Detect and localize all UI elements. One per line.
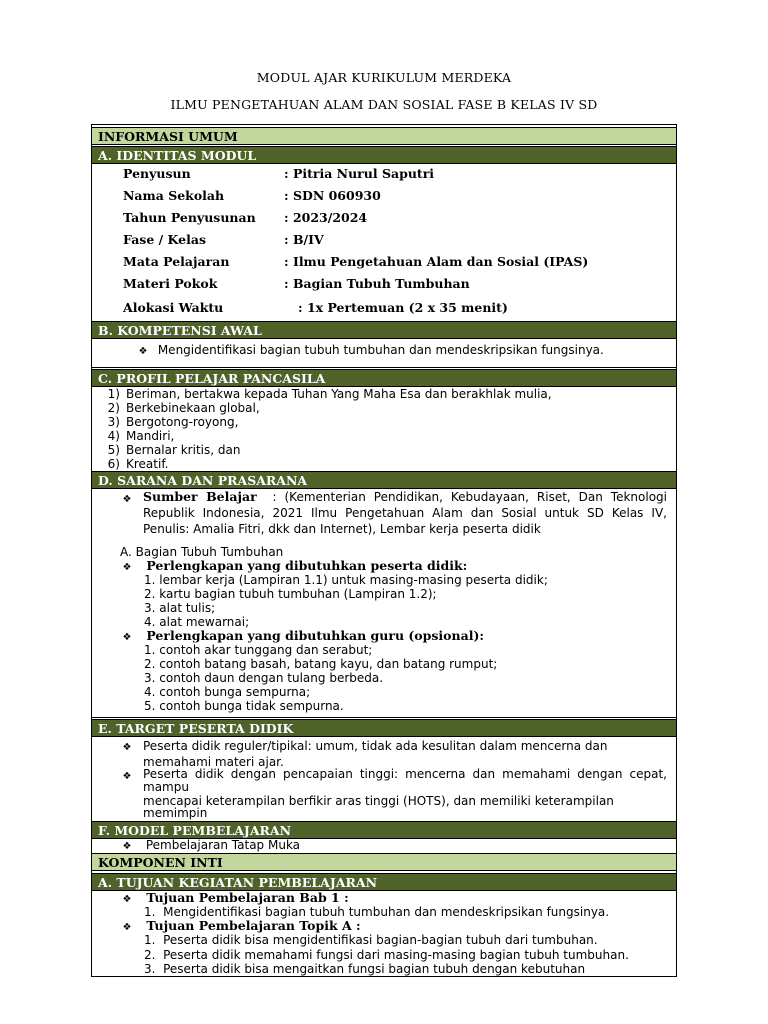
target-item: mencapai keterampilan berfikir aras tinggi (HOTS), dan memiliki keterampilan — [143, 794, 614, 808]
document-subtitle: ILMU PENGETAHUAN ALAM DAN SOSIAL FASE B KELAS IV SD — [170, 97, 598, 112]
diamond-bullet-icon: ❖ — [122, 494, 132, 505]
diamond-bullet-icon: ❖ — [122, 562, 132, 573]
list-item: 3. alat tulis; — [144, 601, 216, 615]
list-item: 1. contoh akar tunggang dan serabut; — [144, 643, 373, 657]
section-profil-pancasila: C. PROFIL PELAJAR PANCASILA — [92, 369, 676, 387]
list-item: 3. Peserta didik bisa mengaitkan fungsi bagian tubuh dengan kebutuhan — [144, 962, 586, 976]
list-item: 6) Kreatif. — [107, 457, 169, 471]
list-item: 1. lembar kerja (Lampiran 1.1) untuk masing-masing peserta didik; — [144, 573, 548, 587]
section-identitas-modul: A. IDENTITAS MODUL — [92, 146, 676, 164]
list-item: 1. Peserta didik bisa mengidentifikasi bagian-bagian tubuh dari tumbuhan. — [144, 933, 598, 947]
identitas-label: Nama Sekolah — [123, 188, 225, 203]
identitas-value: : 1x Pertemuan (2 x 35 menit) — [298, 300, 508, 315]
list-item: 1. Mengidentifikasi bagian tubuh tumbuhan dan mendeskripsikan fungsinya. — [144, 905, 610, 919]
divider — [92, 367, 676, 368]
identitas-label: Mata Pelajaran — [123, 254, 230, 269]
identitas-value: : 2023/2024 — [284, 210, 368, 225]
identitas-value: : B/IV — [284, 232, 324, 247]
target-item: Peserta didik reguler/tipikal: umum, tidak ada kesulitan dalam mencerna dan — [143, 739, 608, 753]
siswa-label: ❖ Perlengkapan yang dibutuhkan peserta didik: — [120, 559, 467, 575]
list-item: 2. Peserta didik memahami fungsi dari masing-masing bagian tubuh tumbuhan. — [144, 948, 629, 962]
list-item: 4. contoh bunga sempurna; — [144, 685, 311, 699]
list-item: 5) Bernalar kritis, dan — [107, 443, 241, 457]
section-informasi-umum: INFORMASI UMUM — [92, 127, 676, 145]
diamond-bullet-icon: ❖ — [138, 346, 148, 357]
diamond-bullet-icon: ❖ — [122, 922, 132, 933]
diamond-bullet-icon: ❖ — [122, 632, 132, 643]
section-sarana-prasarana: D. SARANA DAN PRASARANA — [92, 471, 676, 489]
identitas-label: Materi Pokok — [123, 276, 218, 291]
diamond-bullet-icon: ❖ — [122, 841, 132, 852]
identitas-value: : Ilmu Pengetahuan Alam dan Sosial (IPAS) — [284, 254, 589, 269]
section-kompetensi-awal: B. KOMPETENSI AWAL — [92, 321, 676, 339]
target-item: Peserta didik dengan pencapaian tinggi: mencerna dan memahami dengan cepat, — [143, 767, 667, 781]
diamond-bullet-icon: ❖ — [122, 742, 132, 753]
identitas-label: Tahun Penyusunan — [123, 210, 256, 225]
list-item: 3. contoh daun dengan tulang berbeda. — [144, 671, 384, 685]
tujuan-topik-label: ❖ Tujuan Pembelajaran Topik A : — [120, 919, 361, 935]
diamond-bullet-icon: ❖ — [122, 771, 132, 782]
tujuan-bab-label: ❖ Tujuan Pembelajaran Bab 1 : — [120, 891, 349, 907]
list-item: 2) Berkebinekaan global, — [107, 401, 260, 415]
list-item: 4. alat mewarnai; — [144, 615, 250, 629]
section-model-pembelajaran: F. MODEL PEMBELAJARAN — [92, 821, 676, 839]
list-item: 2. kartu bagian tubuh tumbuhan (Lampiran 1.2); — [144, 587, 437, 601]
sub-heading: A. Bagian Tubuh Tumbuhan — [120, 545, 284, 559]
section-tujuan-kegiatan: A. TUJUAN KEGIATAN PEMBELAJARAN — [92, 873, 676, 891]
target-item: mampu — [143, 780, 189, 794]
list-item: 3) Bergotong-royong, — [107, 415, 239, 429]
target-item: memahami materi ajar. — [143, 755, 284, 769]
list-item: 4) Mandiri, — [107, 429, 175, 443]
identitas-label: Fase / Kelas — [123, 232, 206, 247]
divider — [92, 717, 676, 718]
module-table — [91, 124, 677, 977]
sumber-belajar: Sumber Belajar : (Kementerian Pendidikan, Kebudayaan, Riset, Dan Teknologi Republik Indonesia, 2021 Ilmu Pengetahuan Alam dan Sosial untuk SD Kelas IV, Penulis: Amalia Fitri, dkk dan Internet), Lembar kerja peserta didik — [143, 489, 667, 536]
list-item: 5. contoh bunga tidak sempurna. — [144, 699, 344, 713]
identitas-value: : SDN 060930 — [284, 188, 381, 203]
identitas-value: : Pitria Nurul Saputri — [284, 166, 435, 181]
guru-label: ❖ Perlengkapan yang dibutuhkan guru (opsional): — [120, 629, 484, 645]
list-item: 1) Beriman, bertakwa kepada Tuhan Yang Maha Esa dan berakhlak mulia, — [107, 387, 552, 401]
identitas-label: Alokasi Waktu — [123, 300, 224, 315]
target-item: memimpin — [143, 806, 208, 820]
list-item: 2. contoh batang basah, batang kayu, dan batang rumput; — [144, 657, 498, 671]
identitas-value: : Bagian Tubuh Tumbuhan — [284, 276, 470, 291]
section-komponen-inti: KOMPONEN INTI — [92, 853, 676, 871]
document-title: MODUL AJAR KURIKULUM MERDEKA — [256, 70, 512, 85]
section-target-peserta: E. TARGET PESERTA DIDIK — [92, 719, 676, 737]
list-item: ❖ Pembelajaran Tatap Muka — [120, 838, 300, 854]
list-item: ❖ Mengidentifikasi bagian tubuh tumbuhan dan mendeskripsikan fungsinya. — [136, 343, 604, 359]
diamond-bullet-icon: ❖ — [122, 894, 132, 905]
identitas-label: Penyusun — [123, 166, 191, 181]
